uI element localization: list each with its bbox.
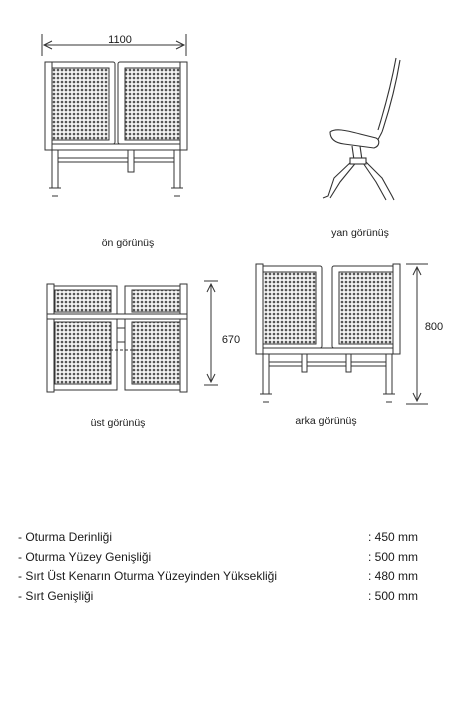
top-view-label: üst görünüş [90, 417, 146, 429]
back-view [256, 264, 428, 404]
spec-value: : 480 mm [368, 569, 419, 584]
spec-label: - Sırt Genişliği [18, 588, 94, 603]
width-dimension-text: 1100 [108, 34, 132, 46]
spec-row [18, 528, 428, 548]
depth-dimension-line [204, 281, 218, 385]
top-view [47, 281, 218, 392]
spec-value: : 500 mm [368, 588, 419, 603]
spec-row [18, 548, 428, 568]
spec-row [18, 587, 428, 607]
spec-value: : 500 mm [368, 549, 419, 564]
spec-value: : 450 mm [368, 530, 419, 544]
height-dimension-line [406, 264, 428, 404]
depth-dimension-text: 670 [221, 334, 241, 346]
front-view [42, 34, 187, 196]
spec-label: - Oturma Derinliği [18, 530, 113, 544]
side-view [323, 58, 400, 200]
spec-label: - Sırt Üst Kenarın Oturma Yüzeyinden Yüksekliği [18, 569, 278, 584]
back-view-label: arka görünüş [295, 415, 357, 427]
side-view-label: yan görünüş [331, 227, 389, 239]
spec-row [18, 567, 428, 587]
spec-label: - Oturma Yüzey Genişliği [18, 549, 152, 564]
front-view-label: ön görünüş [101, 237, 155, 249]
spec-list [18, 528, 428, 606]
height-dimension-text: 800 [424, 321, 444, 333]
